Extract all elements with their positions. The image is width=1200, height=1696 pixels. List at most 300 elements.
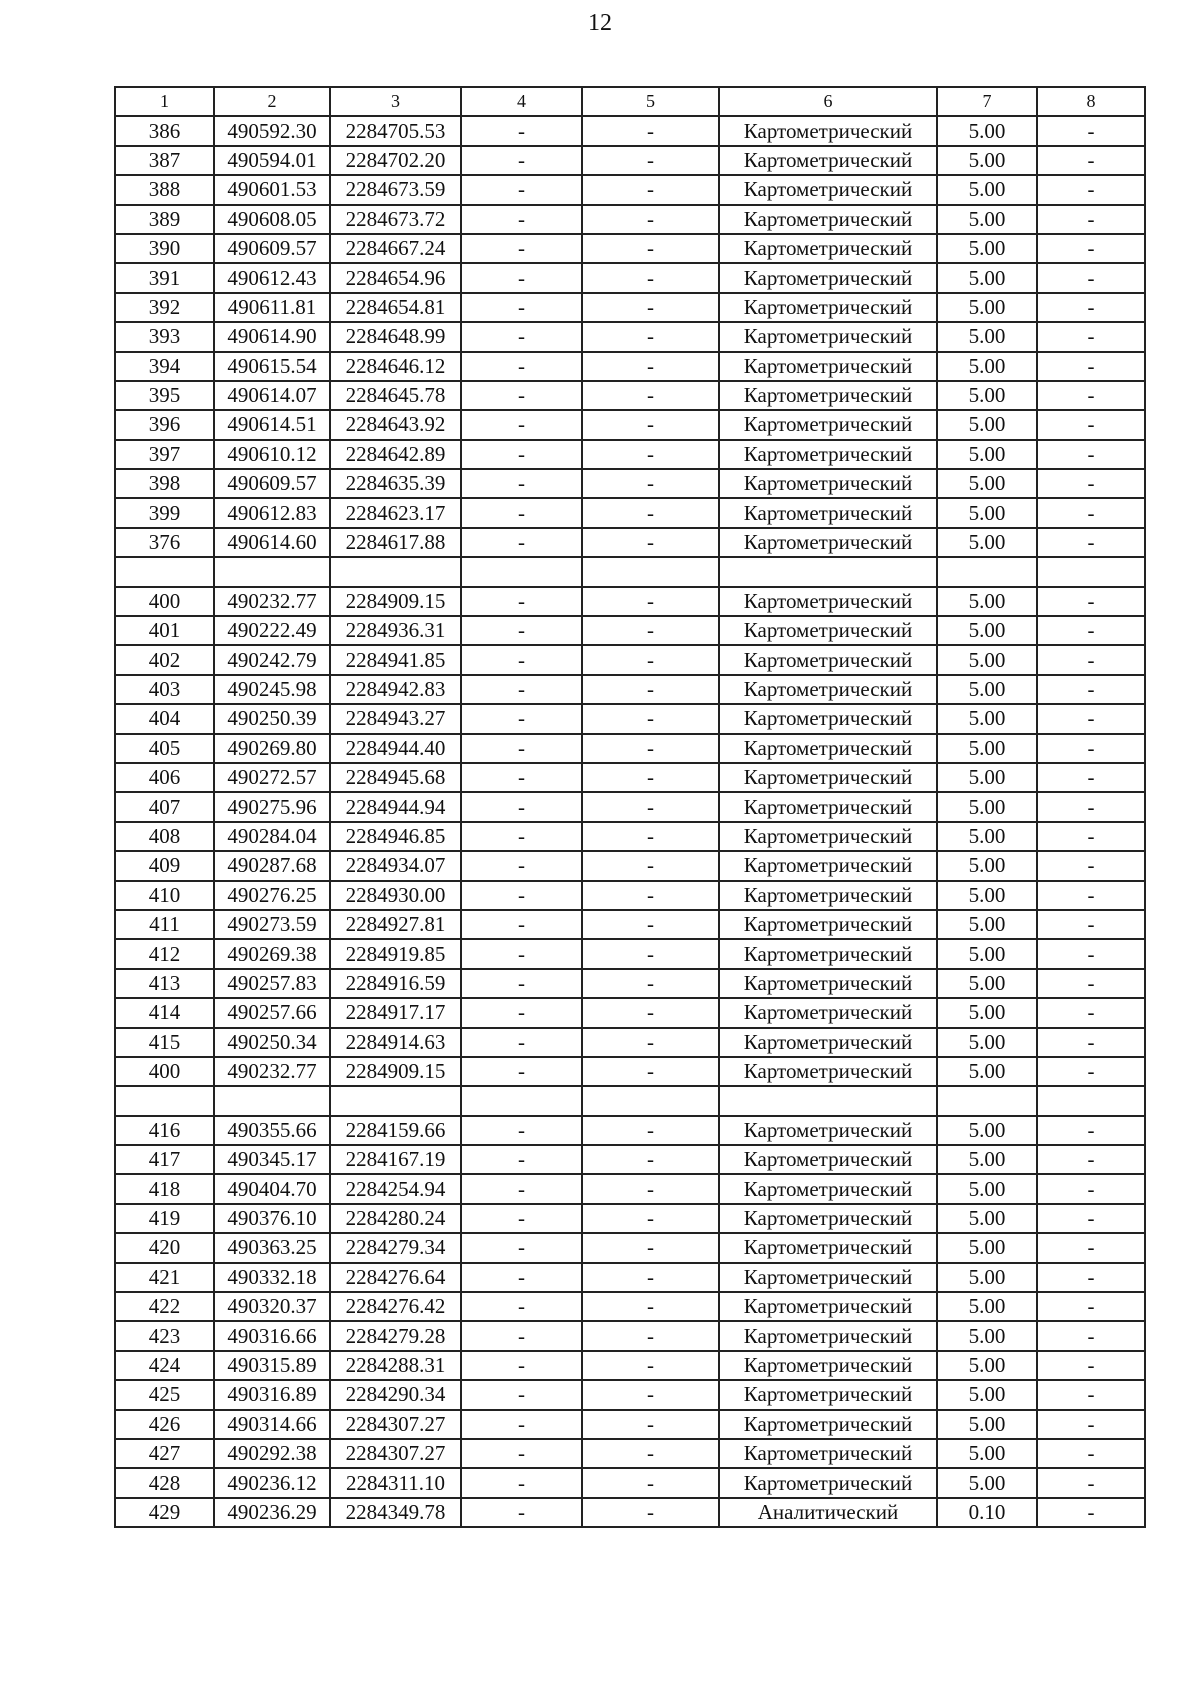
method-cell: Картометрический	[719, 1145, 937, 1174]
col-4-cell: -	[461, 939, 582, 968]
table-row	[115, 293, 1145, 322]
method-cell: Картометрический	[719, 675, 937, 704]
table-row	[115, 910, 1145, 939]
col-8-cell: -	[1037, 1439, 1145, 1468]
y-coordinate-cell: 2284673.59	[330, 175, 461, 204]
col-5-cell: -	[582, 1380, 719, 1409]
col-5-cell: -	[582, 1233, 719, 1262]
table-row	[115, 205, 1145, 234]
col-5-cell: -	[582, 998, 719, 1027]
table-row	[115, 352, 1145, 381]
accuracy-cell: 5.00	[937, 1351, 1037, 1380]
col-8-cell: -	[1037, 116, 1145, 145]
table-row	[115, 1351, 1145, 1380]
y-coordinate-cell: 2284159.66	[330, 1116, 461, 1145]
x-coordinate-cell: 490250.39	[214, 704, 330, 733]
y-coordinate-cell: 2284280.24	[330, 1204, 461, 1233]
point-number-cell: 417	[115, 1145, 214, 1174]
y-coordinate-cell: 2284349.78	[330, 1498, 461, 1527]
col-5-cell: -	[582, 969, 719, 998]
col-8-cell: -	[1037, 1263, 1145, 1292]
point-number-cell: 422	[115, 1292, 214, 1321]
point-number-cell: 415	[115, 1028, 214, 1057]
col-8-cell: -	[1037, 704, 1145, 733]
y-coordinate-cell: 2284927.81	[330, 910, 461, 939]
col-4-cell: -	[461, 1468, 582, 1497]
col-5-cell: -	[582, 792, 719, 821]
col-5-cell: -	[582, 1498, 719, 1527]
x-coordinate-cell: 490236.29	[214, 1498, 330, 1527]
col-4-cell: -	[461, 1263, 582, 1292]
accuracy-cell: 5.00	[937, 822, 1037, 851]
col-5-cell: -	[582, 851, 719, 880]
table-row	[115, 146, 1145, 175]
point-number-cell: 416	[115, 1116, 214, 1145]
x-coordinate-cell: 490257.83	[214, 969, 330, 998]
point-number-cell: 420	[115, 1233, 214, 1262]
y-coordinate-cell: 2284254.94	[330, 1174, 461, 1203]
x-coordinate-cell: 490611.81	[214, 293, 330, 322]
col-8-cell: -	[1037, 1116, 1145, 1145]
method-cell: Картометрический	[719, 175, 937, 204]
accuracy-cell: 5.00	[937, 381, 1037, 410]
x-coordinate-cell: 490236.12	[214, 1468, 330, 1497]
method-cell: Картометрический	[719, 234, 937, 263]
col-8-cell: -	[1037, 998, 1145, 1027]
col-4-cell: -	[461, 734, 582, 763]
method-cell	[719, 557, 937, 586]
accuracy-cell: 5.00	[937, 1028, 1037, 1057]
point-number-cell: 413	[115, 969, 214, 998]
col-4-cell: -	[461, 263, 582, 292]
y-coordinate-cell: 2284648.99	[330, 322, 461, 351]
x-coordinate-cell: 490232.77	[214, 1057, 330, 1086]
table-row	[115, 998, 1145, 1027]
table-row	[115, 939, 1145, 968]
method-cell: Картометрический	[719, 1321, 937, 1350]
accuracy-cell: 5.00	[937, 939, 1037, 968]
point-number-cell	[115, 557, 214, 586]
table-row	[115, 498, 1145, 527]
method-cell: Картометрический	[719, 704, 937, 733]
method-cell: Картометрический	[719, 1351, 937, 1380]
accuracy-cell: 0.10	[937, 1498, 1037, 1527]
accuracy-cell: 5.00	[937, 851, 1037, 880]
accuracy-cell: 5.00	[937, 763, 1037, 792]
col-8-cell: -	[1037, 851, 1145, 880]
x-coordinate-cell: 490594.01	[214, 146, 330, 175]
y-coordinate-cell: 2284635.39	[330, 469, 461, 498]
table-row	[115, 1498, 1145, 1527]
method-cell: Картометрический	[719, 293, 937, 322]
x-coordinate-cell: 490276.25	[214, 881, 330, 910]
accuracy-cell: 5.00	[937, 263, 1037, 292]
col-5-cell: -	[582, 822, 719, 851]
col-5-cell: -	[582, 116, 719, 145]
col-4-cell: -	[461, 1233, 582, 1262]
col-5-cell: -	[582, 410, 719, 439]
method-cell: Картометрический	[719, 205, 937, 234]
table-row	[115, 675, 1145, 704]
point-number-cell: 401	[115, 616, 214, 645]
column-header-5: 5	[582, 87, 719, 116]
x-coordinate-cell: 490275.96	[214, 792, 330, 821]
x-coordinate-cell: 490615.54	[214, 352, 330, 381]
method-cell: Картометрический	[719, 528, 937, 557]
method-cell: Картометрический	[719, 1057, 937, 1086]
accuracy-cell: 5.00	[937, 1204, 1037, 1233]
method-cell: Картометрический	[719, 1028, 937, 1057]
method-cell: Картометрический	[719, 322, 937, 351]
col-5-cell: -	[582, 675, 719, 704]
accuracy-cell: 5.00	[937, 1410, 1037, 1439]
accuracy-cell: 5.00	[937, 1439, 1037, 1468]
x-coordinate-cell: 490222.49	[214, 616, 330, 645]
y-coordinate-cell	[330, 557, 461, 586]
col-5-cell: -	[582, 939, 719, 968]
table-body	[115, 116, 1145, 1527]
table-row	[115, 557, 1145, 586]
col-8-cell: -	[1037, 352, 1145, 381]
col-4-cell: -	[461, 469, 582, 498]
table-row	[115, 1468, 1145, 1497]
table-row	[115, 1439, 1145, 1468]
x-coordinate-cell: 490245.98	[214, 675, 330, 704]
table-row	[115, 1410, 1145, 1439]
x-coordinate-cell: 490272.57	[214, 763, 330, 792]
col-8-cell: -	[1037, 1174, 1145, 1203]
y-coordinate-cell: 2284288.31	[330, 1351, 461, 1380]
col-5-cell: -	[582, 1351, 719, 1380]
y-coordinate-cell: 2284946.85	[330, 822, 461, 851]
col-4-cell: -	[461, 675, 582, 704]
x-coordinate-cell: 490608.05	[214, 205, 330, 234]
accuracy-cell: 5.00	[937, 616, 1037, 645]
table-row	[115, 440, 1145, 469]
col-8-cell: -	[1037, 1410, 1145, 1439]
x-coordinate-cell: 490609.57	[214, 234, 330, 263]
x-coordinate-cell: 490609.57	[214, 469, 330, 498]
point-number-cell: 392	[115, 293, 214, 322]
col-5-cell: -	[582, 146, 719, 175]
col-5-cell: -	[582, 1057, 719, 1086]
y-coordinate-cell: 2284917.17	[330, 998, 461, 1027]
point-number-cell: 421	[115, 1263, 214, 1292]
col-5-cell: -	[582, 1321, 719, 1350]
method-cell: Картометрический	[719, 410, 937, 439]
col-4-cell: -	[461, 1410, 582, 1439]
col-4-cell: -	[461, 763, 582, 792]
accuracy-cell: 5.00	[937, 910, 1037, 939]
table-row	[115, 175, 1145, 204]
y-coordinate-cell: 2284645.78	[330, 381, 461, 410]
table-row	[115, 263, 1145, 292]
accuracy-cell: 5.00	[937, 146, 1037, 175]
col-5-cell: -	[582, 263, 719, 292]
method-cell: Картометрический	[719, 587, 937, 616]
col-4-cell: -	[461, 792, 582, 821]
col-4-cell: -	[461, 1116, 582, 1145]
x-coordinate-cell: 490250.34	[214, 1028, 330, 1057]
x-coordinate-cell: 490242.79	[214, 645, 330, 674]
col-5-cell: -	[582, 910, 719, 939]
y-coordinate-cell: 2284914.63	[330, 1028, 461, 1057]
col-4-cell: -	[461, 704, 582, 733]
y-coordinate-cell: 2284916.59	[330, 969, 461, 998]
x-coordinate-cell: 490355.66	[214, 1116, 330, 1145]
point-number-cell: 411	[115, 910, 214, 939]
point-number-cell: 429	[115, 1498, 214, 1527]
col-4-cell: -	[461, 910, 582, 939]
col-8-cell: -	[1037, 293, 1145, 322]
col-4-cell: -	[461, 322, 582, 351]
col-4-cell: -	[461, 293, 582, 322]
y-coordinate-cell: 2284167.19	[330, 1145, 461, 1174]
point-number-cell: 403	[115, 675, 214, 704]
method-cell: Картометрический	[719, 381, 937, 410]
point-number-cell: 402	[115, 645, 214, 674]
coordinates-table	[114, 86, 1146, 1528]
col-8-cell: -	[1037, 1351, 1145, 1380]
accuracy-cell: 5.00	[937, 528, 1037, 557]
x-coordinate-cell: 490315.89	[214, 1351, 330, 1380]
table-row	[115, 1263, 1145, 1292]
table-row	[115, 1057, 1145, 1086]
column-header-1: 1	[115, 87, 214, 116]
method-cell: Картометрический	[719, 792, 937, 821]
accuracy-cell: 5.00	[937, 322, 1037, 351]
method-cell: Картометрический	[719, 645, 937, 674]
x-coordinate-cell	[214, 1086, 330, 1115]
point-number-cell: 397	[115, 440, 214, 469]
col-5-cell: -	[582, 1116, 719, 1145]
accuracy-cell: 5.00	[937, 410, 1037, 439]
col-8-cell: -	[1037, 1145, 1145, 1174]
y-coordinate-cell: 2284936.31	[330, 616, 461, 645]
x-coordinate-cell: 490320.37	[214, 1292, 330, 1321]
x-coordinate-cell: 490376.10	[214, 1204, 330, 1233]
col-5-cell	[582, 557, 719, 586]
col-8-cell: -	[1037, 1498, 1145, 1527]
y-coordinate-cell: 2284642.89	[330, 440, 461, 469]
col-8-cell: -	[1037, 822, 1145, 851]
method-cell: Картометрический	[719, 910, 937, 939]
col-5-cell: -	[582, 881, 719, 910]
point-number-cell: 400	[115, 587, 214, 616]
x-coordinate-cell: 490612.83	[214, 498, 330, 527]
col-4-cell: -	[461, 498, 582, 527]
method-cell: Картометрический	[719, 469, 937, 498]
point-number-cell	[115, 1086, 214, 1115]
method-cell: Картометрический	[719, 1410, 937, 1439]
point-number-cell: 393	[115, 322, 214, 351]
col-8-cell: -	[1037, 410, 1145, 439]
col-8-cell: -	[1037, 645, 1145, 674]
point-number-cell: 388	[115, 175, 214, 204]
point-number-cell: 406	[115, 763, 214, 792]
accuracy-cell: 5.00	[937, 352, 1037, 381]
x-coordinate-cell: 490614.60	[214, 528, 330, 557]
accuracy-cell: 5.00	[937, 1263, 1037, 1292]
method-cell: Картометрический	[719, 1174, 937, 1203]
accuracy-cell: 5.00	[937, 1174, 1037, 1203]
col-4-cell: -	[461, 352, 582, 381]
point-number-cell: 428	[115, 1468, 214, 1497]
table-row	[115, 1145, 1145, 1174]
point-number-cell: 404	[115, 704, 214, 733]
accuracy-cell: 5.00	[937, 998, 1037, 1027]
method-cell: Картометрический	[719, 352, 937, 381]
accuracy-cell	[937, 557, 1037, 586]
method-cell: Картометрический	[719, 1292, 937, 1321]
col-5-cell: -	[582, 1263, 719, 1292]
col-8-cell: -	[1037, 263, 1145, 292]
col-5-cell: -	[582, 498, 719, 527]
col-4-cell: -	[461, 645, 582, 674]
accuracy-cell: 5.00	[937, 734, 1037, 763]
column-header-6: 6	[719, 87, 937, 116]
point-number-cell: 398	[115, 469, 214, 498]
y-coordinate-cell: 2284617.88	[330, 528, 461, 557]
x-coordinate-cell: 490332.18	[214, 1263, 330, 1292]
col-5-cell: -	[582, 352, 719, 381]
col-5-cell	[582, 1086, 719, 1115]
table-row	[115, 1204, 1145, 1233]
method-cell: Картометрический	[719, 822, 937, 851]
accuracy-cell: 5.00	[937, 1292, 1037, 1321]
col-5-cell: -	[582, 381, 719, 410]
method-cell: Картометрический	[719, 851, 937, 880]
point-number-cell: 412	[115, 939, 214, 968]
x-coordinate-cell: 490612.43	[214, 263, 330, 292]
table-row	[115, 792, 1145, 821]
col-5-cell: -	[582, 645, 719, 674]
accuracy-cell: 5.00	[937, 1321, 1037, 1350]
col-4-cell: -	[461, 205, 582, 234]
col-8-cell: -	[1037, 1292, 1145, 1321]
col-4-cell: -	[461, 822, 582, 851]
col-8-cell: -	[1037, 939, 1145, 968]
method-cell: Картометрический	[719, 939, 937, 968]
col-5-cell: -	[582, 704, 719, 733]
col-8-cell: -	[1037, 469, 1145, 498]
col-5-cell: -	[582, 1028, 719, 1057]
accuracy-cell: 5.00	[937, 1145, 1037, 1174]
x-coordinate-cell: 490316.89	[214, 1380, 330, 1409]
col-8-cell	[1037, 557, 1145, 586]
column-header-7: 7	[937, 87, 1037, 116]
col-4-cell	[461, 557, 582, 586]
col-8-cell: -	[1037, 616, 1145, 645]
y-coordinate-cell: 2284311.10	[330, 1468, 461, 1497]
y-coordinate-cell: 2284279.28	[330, 1321, 461, 1350]
col-5-cell: -	[582, 734, 719, 763]
method-cell: Картометрический	[719, 998, 937, 1027]
point-number-cell: 389	[115, 205, 214, 234]
col-5-cell: -	[582, 205, 719, 234]
table-row	[115, 763, 1145, 792]
col-4-cell: -	[461, 616, 582, 645]
accuracy-cell: 5.00	[937, 1380, 1037, 1409]
accuracy-cell: 5.00	[937, 234, 1037, 263]
y-coordinate-cell: 2284667.24	[330, 234, 461, 263]
table-row	[115, 234, 1145, 263]
table-row	[115, 1233, 1145, 1262]
accuracy-cell: 5.00	[937, 881, 1037, 910]
y-coordinate-cell: 2284944.94	[330, 792, 461, 821]
point-number-cell: 418	[115, 1174, 214, 1203]
table-row	[115, 1116, 1145, 1145]
col-8-cell: -	[1037, 381, 1145, 410]
y-coordinate-cell: 2284930.00	[330, 881, 461, 910]
table-row	[115, 322, 1145, 351]
method-cell: Картометрический	[719, 616, 937, 645]
table-row	[115, 822, 1145, 851]
col-5-cell: -	[582, 763, 719, 792]
y-coordinate-cell: 2284276.64	[330, 1263, 461, 1292]
method-cell: Картометрический	[719, 969, 937, 998]
x-coordinate-cell: 490614.07	[214, 381, 330, 410]
col-4-cell: -	[461, 1498, 582, 1527]
x-coordinate-cell: 490363.25	[214, 1233, 330, 1262]
col-4-cell: -	[461, 1439, 582, 1468]
col-8-cell: -	[1037, 528, 1145, 557]
table-row	[115, 587, 1145, 616]
point-number-cell: 409	[115, 851, 214, 880]
y-coordinate-cell: 2284654.96	[330, 263, 461, 292]
method-cell: Картометрический	[719, 763, 937, 792]
table-row	[115, 1174, 1145, 1203]
y-coordinate-cell: 2284276.42	[330, 1292, 461, 1321]
x-coordinate-cell: 490404.70	[214, 1174, 330, 1203]
accuracy-cell: 5.00	[937, 704, 1037, 733]
method-cell: Картометрический	[719, 1468, 937, 1497]
col-8-cell: -	[1037, 1380, 1145, 1409]
method-cell: Картометрический	[719, 498, 937, 527]
col-4-cell: -	[461, 410, 582, 439]
col-8-cell: -	[1037, 763, 1145, 792]
col-4-cell: -	[461, 969, 582, 998]
point-number-cell: 427	[115, 1439, 214, 1468]
col-8-cell	[1037, 1086, 1145, 1115]
x-coordinate-cell: 490269.38	[214, 939, 330, 968]
col-4-cell: -	[461, 1145, 582, 1174]
col-8-cell: -	[1037, 146, 1145, 175]
col-8-cell: -	[1037, 234, 1145, 263]
col-8-cell: -	[1037, 969, 1145, 998]
accuracy-cell: 5.00	[937, 440, 1037, 469]
accuracy-cell: 5.00	[937, 1468, 1037, 1497]
x-coordinate-cell: 490269.80	[214, 734, 330, 763]
method-cell: Картометрический	[719, 146, 937, 175]
x-coordinate-cell: 490257.66	[214, 998, 330, 1027]
method-cell: Картометрический	[719, 1380, 937, 1409]
column-header-8: 8	[1037, 87, 1145, 116]
col-5-cell: -	[582, 234, 719, 263]
col-5-cell: -	[582, 528, 719, 557]
col-8-cell: -	[1037, 1233, 1145, 1262]
y-coordinate-cell: 2284307.27	[330, 1410, 461, 1439]
table-row	[115, 381, 1145, 410]
col-8-cell: -	[1037, 498, 1145, 527]
col-4-cell: -	[461, 587, 582, 616]
y-coordinate-cell: 2284654.81	[330, 293, 461, 322]
table-row	[115, 969, 1145, 998]
col-4-cell: -	[461, 1028, 582, 1057]
col-5-cell: -	[582, 322, 719, 351]
table-row	[115, 1321, 1145, 1350]
point-number-cell: 391	[115, 263, 214, 292]
